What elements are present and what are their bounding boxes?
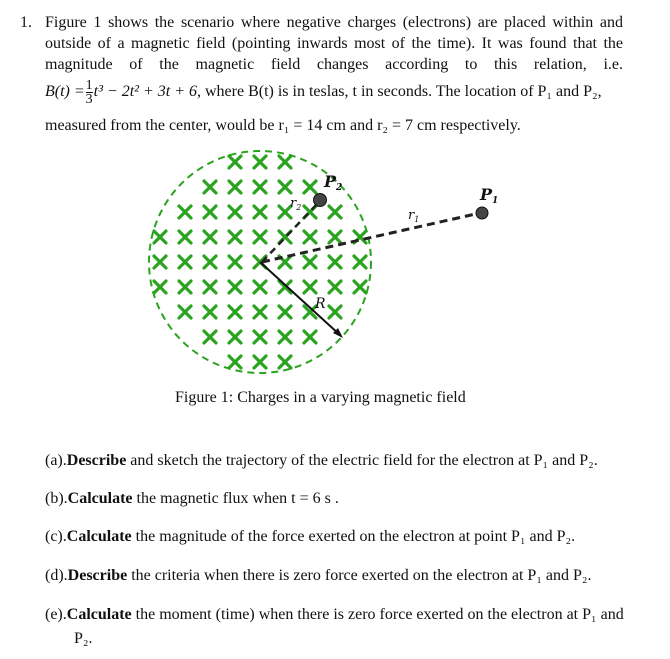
- field-cross: [204, 206, 216, 218]
- field-cross: [254, 331, 266, 343]
- field-cross: [329, 231, 341, 243]
- field-cross: [204, 306, 216, 318]
- p1-label: P1: [480, 185, 499, 206]
- part-c: (c).Calculate the magnitude of the force exerted on the electron at point P₁ and P₂.: [45, 528, 576, 545]
- field-cross: [229, 156, 241, 168]
- part-b: (b).Calculate the magnetic flux when t = 6 s .: [45, 490, 339, 507]
- field-cross: [179, 306, 191, 318]
- field-cross: [204, 281, 216, 293]
- field-cross: [279, 306, 291, 318]
- field-cross: [254, 231, 266, 243]
- p2-label: P2: [324, 172, 343, 193]
- equation-after: , where B(t) is in teslas, t in seconds. The location of P₁ and P₂,: [197, 83, 602, 100]
- field-cross: [154, 281, 166, 293]
- field-cross: [304, 281, 316, 293]
- figure-caption: Figure 1: Charges in a varying magnetic field: [175, 389, 466, 406]
- r2-label: $r_2$: [290, 196, 302, 212]
- p1-point: [476, 207, 488, 219]
- field-cross: [304, 231, 316, 243]
- field-cross: [154, 231, 166, 243]
- field-cross: [254, 156, 266, 168]
- field-cross: [254, 306, 266, 318]
- field-cross: [279, 181, 291, 193]
- field-cross: [329, 306, 341, 318]
- denominator: 3: [85, 91, 93, 107]
- question-line: outside of a magnetic field (pointing inwards most of the time). It was found that the: [45, 35, 623, 52]
- field-cross: [229, 231, 241, 243]
- field-cross: [279, 356, 291, 368]
- field-cross: [204, 256, 216, 268]
- field-cross: [204, 331, 216, 343]
- equation-rhs: t³ − 2t² + 3t + 6: [93, 83, 197, 100]
- field-cross: [229, 331, 241, 343]
- field-cross: [229, 181, 241, 193]
- field-cross: [179, 256, 191, 268]
- field-cross: [229, 356, 241, 368]
- part-e-cont: P₂.: [74, 630, 93, 647]
- part-e: (e).Calculate the moment (time) when there is zero force exerted on the electron at P₁ and: [45, 606, 624, 623]
- field-cross: [254, 206, 266, 218]
- field-cross: [229, 306, 241, 318]
- field-cross: [354, 281, 366, 293]
- question-number: 1.: [20, 14, 32, 31]
- field-cross: [279, 331, 291, 343]
- field-cross: [154, 256, 166, 268]
- field-cross: [229, 206, 241, 218]
- field-cross: [279, 156, 291, 168]
- field-cross: [229, 281, 241, 293]
- field-cross: [279, 281, 291, 293]
- p2-point: [314, 194, 327, 207]
- field-cross: [179, 281, 191, 293]
- field-cross: [204, 231, 216, 243]
- field-cross: [354, 256, 366, 268]
- question-line: Figure 1 shows the scenario where negative charges (electrons) are placed within and: [45, 14, 623, 31]
- numerator: 1: [85, 77, 93, 93]
- field-cross: [254, 356, 266, 368]
- part-d: (d).Describe the criteria when there is zero force exerted on the electron at P₁ and P₂.: [45, 567, 592, 584]
- field-cross: [304, 181, 316, 193]
- field-cross: [179, 206, 191, 218]
- field-cross: [254, 181, 266, 193]
- field-cross: [304, 331, 316, 343]
- field-cross: [229, 256, 241, 268]
- field-cross: [329, 281, 341, 293]
- equation-lhs: B(t) =: [45, 83, 85, 100]
- question-line: measured from the center, would be r₁ = 14 cm and r₂ = 7 cm respectively.: [45, 117, 521, 134]
- field-cross: [304, 256, 316, 268]
- field-cross: [254, 281, 266, 293]
- field-cross: [204, 181, 216, 193]
- field-cross: [179, 231, 191, 243]
- R-label: R: [315, 296, 326, 312]
- radius-arrow: [260, 262, 340, 335]
- part-a: (a).Describe and sketch the trajectory of the electric field for the electron at P₁ and P₂.: [45, 452, 598, 469]
- field-cross: [329, 206, 341, 218]
- question-line: magnitude of the magnetic field changes according to this relation, i.e.: [45, 56, 623, 73]
- r1-label: $r_1$: [408, 208, 420, 224]
- field-cross: [329, 256, 341, 268]
